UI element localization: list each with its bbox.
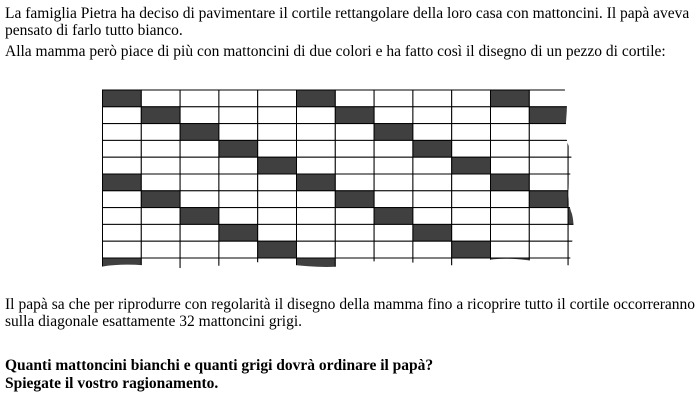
white-brick	[413, 157, 452, 174]
white-brick	[529, 140, 568, 157]
white-brick	[219, 107, 258, 124]
white-brick	[297, 124, 336, 141]
white-brick	[297, 208, 336, 225]
statement-text: Il papà sa che per riprodurre con regolarità il disegno della mamma fino a ricoprire tutto il cortile occorreranno sulla diagonale esattamente 32 mattoncini grigi.	[5, 296, 695, 330]
white-brick	[103, 224, 142, 241]
white-brick	[335, 208, 374, 225]
white-brick	[413, 90, 452, 107]
grey-brick	[452, 241, 491, 258]
white-brick	[452, 208, 491, 225]
white-brick	[219, 174, 258, 191]
white-brick	[103, 107, 142, 124]
white-brick	[219, 157, 258, 174]
white-brick	[529, 208, 568, 225]
white-brick	[413, 174, 452, 191]
grey-brick	[103, 174, 142, 191]
white-brick	[297, 224, 336, 241]
white-brick	[258, 124, 297, 141]
white-brick	[103, 140, 142, 157]
white-brick	[103, 124, 142, 141]
white-brick	[180, 224, 219, 241]
white-brick	[335, 124, 374, 141]
grey-brick	[452, 157, 491, 174]
white-brick	[258, 174, 297, 191]
question-1: Quanti mattoncini bianchi e quanti grigi dovrà ordinare il papà?	[5, 357, 434, 374]
white-brick	[452, 90, 491, 107]
white-brick	[219, 191, 258, 208]
white-brick	[452, 107, 491, 124]
grey-brick	[180, 208, 219, 225]
grey-brick	[374, 124, 413, 141]
white-brick	[180, 157, 219, 174]
white-brick	[452, 124, 491, 141]
white-brick	[374, 224, 413, 241]
white-brick	[374, 174, 413, 191]
brick-grid	[102, 89, 587, 276]
white-brick	[180, 241, 219, 258]
white-brick	[219, 90, 258, 107]
white-brick	[452, 174, 491, 191]
grey-brick	[335, 107, 374, 124]
white-brick	[180, 140, 219, 157]
white-brick	[335, 140, 374, 157]
grey-brick	[219, 224, 258, 241]
white-brick	[374, 90, 413, 107]
white-brick	[491, 157, 530, 174]
white-brick	[335, 224, 374, 241]
white-brick	[180, 174, 219, 191]
white-brick	[180, 107, 219, 124]
grey-brick	[529, 107, 568, 124]
white-brick	[258, 140, 297, 157]
grey-brick	[141, 107, 180, 124]
intro-text: La famiglia Pietra ha deciso di pavimentare il cortile rettangolare della loro casa con mattoncini. Il papà aveva pensato di farlo tutto bianco.	[5, 5, 690, 39]
grey-brick	[219, 140, 258, 157]
white-brick	[529, 90, 568, 107]
white-brick	[452, 191, 491, 208]
white-brick	[297, 107, 336, 124]
white-brick	[103, 157, 142, 174]
white-brick	[335, 174, 374, 191]
grey-brick	[491, 90, 530, 107]
white-brick	[491, 208, 530, 225]
white-brick	[141, 140, 180, 157]
grey-brick	[103, 90, 142, 107]
white-brick	[141, 174, 180, 191]
white-brick	[374, 140, 413, 157]
grey-brick	[297, 174, 336, 191]
white-brick	[413, 191, 452, 208]
white-brick	[374, 191, 413, 208]
white-brick	[413, 208, 452, 225]
white-brick	[374, 157, 413, 174]
drawing-text: Alla mamma però piace di più con mattoncini di due colori e ha fatto così il disegno di un pezzo di cortile:	[5, 43, 666, 60]
grey-brick	[258, 241, 297, 258]
question-2: Spiegate il vostro ragionamento.	[5, 375, 219, 392]
white-brick	[491, 124, 530, 141]
white-brick	[335, 90, 374, 107]
grey-brick	[413, 140, 452, 157]
white-brick	[335, 157, 374, 174]
grey-brick	[413, 224, 452, 241]
white-brick	[413, 124, 452, 141]
grey-brick	[335, 191, 374, 208]
white-brick	[491, 140, 530, 157]
white-brick	[491, 191, 530, 208]
white-brick	[413, 241, 452, 258]
grey-brick	[491, 174, 530, 191]
white-brick	[103, 241, 142, 258]
grey-brick	[297, 90, 336, 107]
white-brick	[258, 90, 297, 107]
white-brick	[258, 191, 297, 208]
grey-brick	[141, 191, 180, 208]
white-brick	[491, 224, 530, 241]
white-brick	[141, 157, 180, 174]
white-brick	[374, 107, 413, 124]
white-brick	[529, 224, 568, 241]
white-brick	[374, 241, 413, 258]
white-brick	[180, 191, 219, 208]
white-brick	[413, 107, 452, 124]
white-brick	[452, 224, 491, 241]
grey-brick	[374, 208, 413, 225]
white-brick	[219, 124, 258, 141]
white-brick	[141, 124, 180, 141]
white-brick	[529, 174, 568, 191]
white-brick	[141, 224, 180, 241]
white-brick	[219, 241, 258, 258]
brick-pattern-figure	[102, 89, 587, 276]
white-brick	[452, 140, 491, 157]
white-brick	[141, 90, 180, 107]
white-brick	[141, 208, 180, 225]
grey-brick	[258, 157, 297, 174]
white-brick	[491, 241, 530, 258]
white-brick	[219, 208, 258, 225]
grey-brick	[529, 191, 568, 208]
white-brick	[335, 241, 374, 258]
white-brick	[103, 208, 142, 225]
white-brick	[258, 224, 297, 241]
white-brick	[103, 191, 142, 208]
white-brick	[297, 140, 336, 157]
white-brick	[529, 124, 568, 141]
white-brick	[297, 241, 336, 258]
white-brick	[180, 90, 219, 107]
white-brick	[297, 157, 336, 174]
white-brick	[297, 191, 336, 208]
white-brick	[258, 208, 297, 225]
white-brick	[491, 107, 530, 124]
grey-brick	[180, 124, 219, 141]
white-brick	[258, 107, 297, 124]
white-brick	[529, 157, 568, 174]
white-brick	[529, 241, 568, 258]
white-brick	[141, 241, 180, 258]
